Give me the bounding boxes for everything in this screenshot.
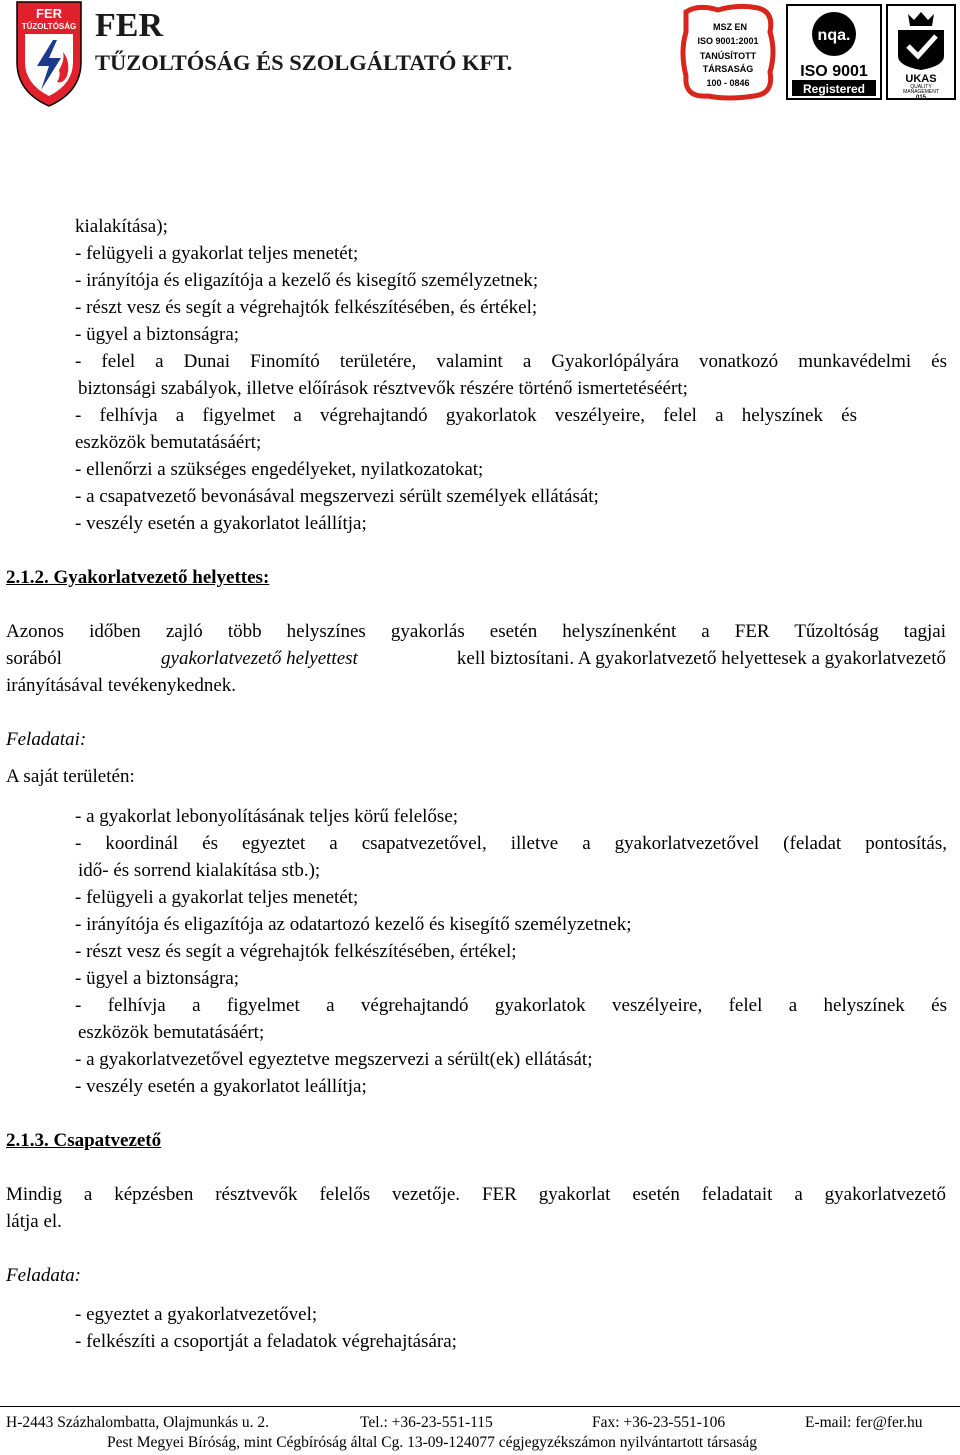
list-item: - ügyel a biztonságra; (75, 324, 240, 345)
feladata-label: Feladata: (6, 1265, 81, 1286)
ukas-number-text: 015 (915, 95, 927, 100)
msz-line-2: ISO 9001:2001 (697, 36, 759, 46)
paragraph-line: Mindig a képzésben résztvevők felelős vezetője. FER gyakorlat esetén feladatait a gyakorlatvezető (6, 1184, 946, 1205)
list-item-continuation: idő- és sorrend kialakítása stb.); (78, 860, 321, 881)
msz-certificate-badge (678, 2, 778, 102)
list-item: - veszély esetén a gyakorlatot leállítja; (75, 513, 367, 534)
nqa-iso-certificate-badge (786, 4, 882, 100)
list-item: - felügyeli a gyakorlat teljes menetét; (75, 243, 359, 264)
list-item: - irányítója és eligazítója az odatartozó kezelő és kisegítő személyzetnek; (75, 914, 632, 935)
list-item: - felhívja a figyelmet a végrehajtandó gyakorlatok veszélyeire, felel a helyszínek és (75, 995, 947, 1016)
footer-fax: Fax: +36-23-551-106 (592, 1414, 726, 1431)
section-heading-2-1-3: 2.1.3. Csapatvezető (6, 1130, 162, 1151)
company-full-name: TŰZOLTÓSÁG ÉS SZOLGÁLTATÓ KFT. (95, 50, 513, 75)
company-logo (15, 0, 83, 108)
nqa-text: nqa. (817, 27, 851, 44)
ukas-quality-text: QUALITY (910, 84, 932, 90)
paragraph-text: kell biztosítani. A gyakorlatvezető helyettesek a gyakorlatvezető (456, 648, 946, 669)
list-item-continuation: eszközök bemutatásáért; (75, 432, 262, 453)
footer-email[interactable]: E-mail: fer@fer.hu (805, 1414, 923, 1431)
ukas-text: UKAS (905, 73, 937, 85)
footer-address: H-2443 Százhalombatta, Olajmunkás u. 2. (6, 1414, 270, 1431)
paragraph-line-mixed (6, 648, 946, 670)
list-item: - felhívja a figyelmet a végrehajtandó gyakorlatok veszélyeire, felel a helyszínek és (75, 405, 857, 426)
feladatai-label: Feladatai: (6, 729, 87, 750)
paragraph-line: irányításával tevékenykednek. (6, 675, 237, 696)
sajat-teruleten-label: A saját területén: (6, 766, 135, 787)
footer-registry: Pest Megyei Bíróság, mint Cégbíróság által Cg. 13-09-124077 cégjegyzékszámon nyilvántartott társaság (107, 1434, 757, 1451)
list-item: kialakítása); (75, 216, 168, 237)
msz-line-3: TANÚSÍTOTT (699, 51, 757, 61)
svg-text:FER: FER (36, 6, 62, 21)
list-item: - a gyakorlat lebonyolításának teljes körű felelőse; (75, 806, 459, 827)
list-item: - ügyel a biztonságra; (75, 968, 240, 989)
paragraph-line: látja el. (6, 1211, 62, 1232)
ukas-management-text: MANAGEMENT (903, 89, 939, 95)
list-item: - a gyakorlatvezetővel egyeztetve megszervezi a sérült(ek) ellátását; (75, 1049, 593, 1070)
company-name: FER (95, 7, 163, 44)
paragraph-text: sorából (6, 648, 62, 669)
list-item-continuation: eszközök bemutatásáért; (78, 1022, 265, 1043)
list-item: - a csapatvezető bevonásával megszervezi sérült személyek ellátását; (75, 486, 599, 507)
footer-divider (0, 1406, 960, 1407)
list-item: - felügyeli a gyakorlat teljes menetét; (75, 887, 359, 908)
footer-phone: Tel.: +36-23-551-115 (360, 1414, 493, 1431)
list-item: - felkészíti a csoportját a feladatok végrehajtására; (75, 1331, 457, 1352)
list-item: - irányítója és eligazítója a kezelő és kisegítő személyzetnek; (75, 270, 539, 291)
nqa-iso-text: ISO 9001 (800, 63, 868, 80)
list-item: - részt vesz és segít a végrehajtók felkészítésében, és értékel; (75, 297, 538, 318)
list-item: - ellenőrzi a szükséges engedélyeket, nyilatkozatokat; (75, 459, 484, 480)
emphasized-term: gyakorlatvezető helyettest (161, 648, 358, 669)
list-item: - veszély esetén a gyakorlatot leállítja; (75, 1076, 367, 1097)
list-item: - felel a Dunai Finomító területére, valamint a Gyakorlópályára vonatkozó munkavédelmi és (75, 351, 947, 372)
section-heading-2-1-2: 2.1.2. Gyakorlatvezető helyettes: (6, 567, 270, 588)
ukas-certificate-badge (886, 4, 956, 100)
svg-text:TŰZOLTÓSÁG: TŰZOLTÓSÁG (21, 22, 77, 31)
list-item-continuation: biztonsági szabályok, illetve előírások résztvevők részére történő ismertetéséért; (78, 378, 688, 399)
paragraph-line: Azonos időben zajló több helyszínes gyakorlás esetén helyszínenként a FER Tűzoltóság tagjai (6, 621, 946, 642)
msz-line-4: TÁRSASÁG (702, 64, 754, 74)
list-item: - részt vesz és segít a végrehajtók felkészítésében, értékel; (75, 941, 517, 962)
list-item: - egyeztet a gyakorlatvezetővel; (75, 1304, 318, 1325)
msz-line-5: 100 - 0846 (706, 78, 750, 88)
list-item: - koordinál és egyeztet a csapatvezetővel, illetve a gyakorlatvezetővel (feladat pontosítás, (75, 833, 947, 854)
msz-line-1: MSZ EN (712, 22, 748, 32)
nqa-registered-text: Registered (802, 82, 866, 96)
